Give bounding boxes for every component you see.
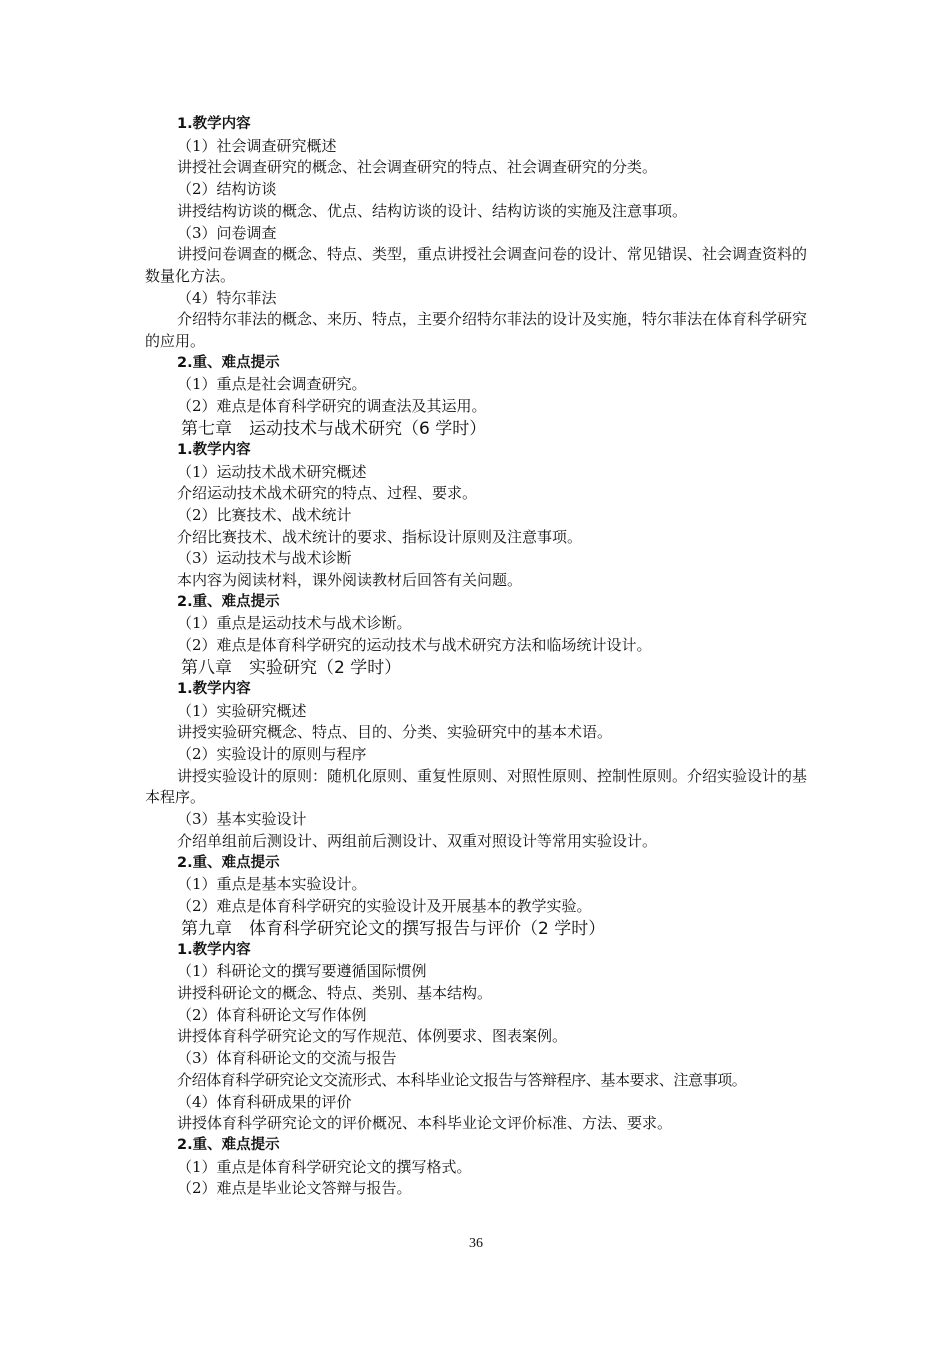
key-point: （2）难点是毕业论文答辩与报告。	[177, 1179, 412, 1198]
topic-title: （2）结构访谈	[177, 180, 277, 199]
key-point: （2）难点是体育科学研究的调查法及其运用。	[177, 397, 487, 416]
document-body	[145, 114, 815, 1200]
topic-text: 本内容为阅读材料，课外阅读教材后回答有关问题。	[177, 571, 523, 590]
topic-text: 讲授实验研究概念、特点、目的、分类、实验研究中的基本术语。	[177, 723, 613, 742]
topic-text: 讲授问卷调查的概念、特点、类型，重点讲授社会调查问卷的设计、常见错误、社会调查资料的数量化方法。	[145, 245, 808, 285]
content-heading: 1.教学内容	[177, 680, 251, 697]
topic-title: （2）体育科研论文写作体例	[177, 1005, 367, 1024]
chapter-title: 第八章 实验研究（2 学时）	[181, 657, 402, 678]
topic-text: 讲授科研论文的概念、特点、类别、基本结构。	[177, 984, 493, 1003]
topic-title: （1）社会调查研究概述	[177, 136, 337, 155]
chapter-title: 第九章 体育科学研究论文的撰写报告与评价（2 学时）	[181, 918, 606, 939]
topic-text: 介绍特尔菲法的概念、来历、特点，主要介绍特尔菲法的设计及实施，特尔菲法在体育科学研究的应用。	[145, 310, 808, 351]
key-point: （1）重点是社会调查研究。	[177, 375, 367, 394]
topic-text: 讲授体育科学研究论文的写作规范、体例要求、图表案例。	[177, 1027, 568, 1046]
key-point: （1）重点是运动技术与战术诊断。	[177, 614, 412, 633]
topic-text: 讲授社会调查研究的概念、社会调查研究的特点、社会调查研究的分类。	[177, 158, 658, 177]
content-heading: 1.教学内容	[177, 116, 251, 132]
topic-title: （3）基本实验设计	[177, 810, 307, 829]
topic-title: （3）体育科研论文的交流与报告	[177, 1049, 397, 1068]
topic-title: （3）问卷调查	[177, 223, 277, 242]
key-points-heading: 2.重、难点提示	[177, 854, 280, 871]
topic-title: （2）比赛技术、战术统计	[177, 505, 352, 524]
key-point: （2）难点是体育科学研究的实验设计及开展基本的教学实验。	[177, 896, 592, 915]
topic-text: 讲授实验设计的原则：随机化原则、重复性原则、对照性原则、控制性原则。介绍实验设计的基本程序。	[145, 766, 808, 807]
topic-text: 介绍比赛技术、战术统计的要求、指标设计原则及注意事项。	[177, 527, 583, 546]
topic-title: （4）特尔菲法	[177, 288, 277, 307]
topic-title: （2）实验设计的原则与程序	[177, 744, 367, 763]
key-point: （2）难点是体育科学研究的运动技术与战术研究方法和临场统计设计。	[177, 636, 652, 655]
topic-text: 讲授结构访谈的概念、优点、结构访谈的设计、结构访谈的实施及注意事项。	[177, 201, 688, 220]
content-heading: 1.教学内容	[177, 441, 251, 458]
content-heading: 1.教学内容	[177, 941, 251, 958]
topic-text: 介绍体育科学研究论文交流形式、本科毕业论文报告与答辩程序、基本要求、注意事项。	[177, 1070, 747, 1089]
topic-text: 介绍运动技术战术研究的特点、过程、要求。	[177, 484, 478, 503]
chapter-title: 第七章 运动技术与战术研究（6 学时）	[181, 418, 487, 439]
topic-title: （3）运动技术与战术诊断	[177, 549, 352, 568]
page-number: 36	[469, 1236, 483, 1251]
topic-title: （1）实验研究概述	[177, 701, 307, 720]
topic-title: （4）体育科研成果的评价	[177, 1092, 352, 1111]
key-point: （1）重点是体育科学研究论文的撰写格式。	[177, 1157, 472, 1176]
key-point: （1）重点是基本实验设计。	[177, 875, 367, 894]
topic-text: 讲授体育科学研究论文的评价概况、本科毕业论文评价标准、方法、要求。	[177, 1114, 673, 1133]
key-points-heading: 2.重、难点提示	[177, 354, 280, 371]
topic-title: （1）科研论文的撰写要遵循国际惯例	[177, 962, 427, 981]
key-points-heading: 2.重、难点提示	[177, 1136, 280, 1153]
key-points-heading: 2.重、难点提示	[177, 593, 280, 610]
topic-text: 介绍单组前后测设计、两组前后测设计、双重对照设计等常用实验设计。	[177, 831, 658, 850]
topic-title: （1）运动技术战术研究概述	[177, 462, 367, 481]
